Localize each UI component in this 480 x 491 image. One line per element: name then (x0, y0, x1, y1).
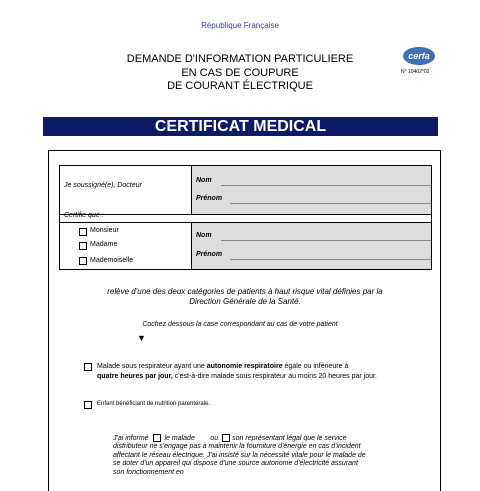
doctor-prenom-field[interactable] (230, 203, 431, 204)
para-le-malade: le malade (164, 434, 195, 442)
patient-section (59, 223, 432, 270)
cerfa-number: N° 10402*02 (401, 69, 430, 75)
mademoiselle-checkbox[interactable] (79, 257, 87, 265)
respirator-checkbox[interactable] (84, 363, 92, 371)
patient-title-cell (60, 223, 192, 269)
title-line-2: EN CAS DE COUPURE (181, 66, 299, 79)
monsieur-checkbox[interactable] (79, 228, 87, 236)
patient-fields-cell (192, 223, 431, 269)
le-malade-checkbox[interactable] (153, 434, 161, 442)
certificate-banner: CERTIFICAT MEDICAL (43, 117, 438, 136)
releve-line-2: Direction Générale de la Santé. (189, 297, 301, 306)
patient-nom-field[interactable] (221, 240, 431, 241)
crit1-part-e: c'est-à-dire malade sous respirateur au moins 20 heures par jour. (172, 373, 377, 380)
doctor-fields-cell (192, 166, 431, 214)
nutrition-checkbox[interactable] (84, 401, 92, 409)
cerfa-logo: cerfa (403, 47, 435, 65)
title-line-1: DEMANDE D'INFORMATION PARTICULIERE (126, 53, 354, 65)
cochez-instruction: Cochez dessous la case correspondant au cas de votre patient (142, 321, 338, 328)
madame-checkbox[interactable] (79, 242, 87, 250)
doctor-prenom-label: Prénom (196, 195, 223, 202)
crit1-part-a: Malade sous respirateur ayant une (97, 363, 207, 370)
patient-prenom-label: Prénom (196, 251, 223, 258)
mademoiselle-label: Mademoiselle (90, 257, 134, 264)
nutrition-criterion: Enfant bénéficiant de nutrition parentérale. (97, 401, 211, 407)
title-line-3: DE COURANT ÉLECTRIQUE (167, 80, 313, 92)
form-title (80, 53, 400, 94)
releve-text (80, 287, 410, 307)
releve-line-1: relève d'une des deux catégories de patients à haut risque vital définies par la (107, 287, 383, 296)
certifie-label: Certifie que : (64, 212, 104, 219)
para-representant: son représentant légal que le service distributeur ne s'engage pas à maintenir la fourniture d'énergie en cas d'incident affectant le réseau électrique. J'ai insisté sur la nécessité vitale pour le malade de se doter d'un appareil qui dispose d'une source autonome d'électricité assurant son fonctionnement en (113, 434, 366, 476)
crit1-part-c: égale ou inférieure à (282, 363, 349, 370)
doctor-nom-label: Nom (196, 177, 212, 184)
republic-label: République Française (201, 21, 279, 30)
respirator-criterion (97, 362, 427, 382)
monsieur-label: Monsieur (90, 227, 119, 234)
representant-checkbox[interactable] (222, 434, 230, 442)
down-arrow-icon: ▼ (137, 333, 146, 343)
para-ou: ou (210, 434, 219, 442)
patient-nom-label: Nom (196, 232, 212, 239)
doctor-section (59, 165, 432, 215)
doctor-intro: Je soussigné(e), Docteur (64, 182, 142, 189)
information-paragraph (113, 434, 368, 477)
crit1-bold-autonomy: autonomie respiratoire (206, 363, 283, 370)
doctor-label-cell (60, 166, 192, 214)
para-informe: J'ai informé (113, 434, 149, 442)
crit1-bold-hours: quatre heures par jour, (97, 373, 173, 380)
doctor-nom-field[interactable] (221, 185, 431, 186)
madame-label: Madame (90, 241, 118, 248)
patient-prenom-field[interactable] (230, 259, 431, 260)
certifie-row (59, 212, 432, 223)
